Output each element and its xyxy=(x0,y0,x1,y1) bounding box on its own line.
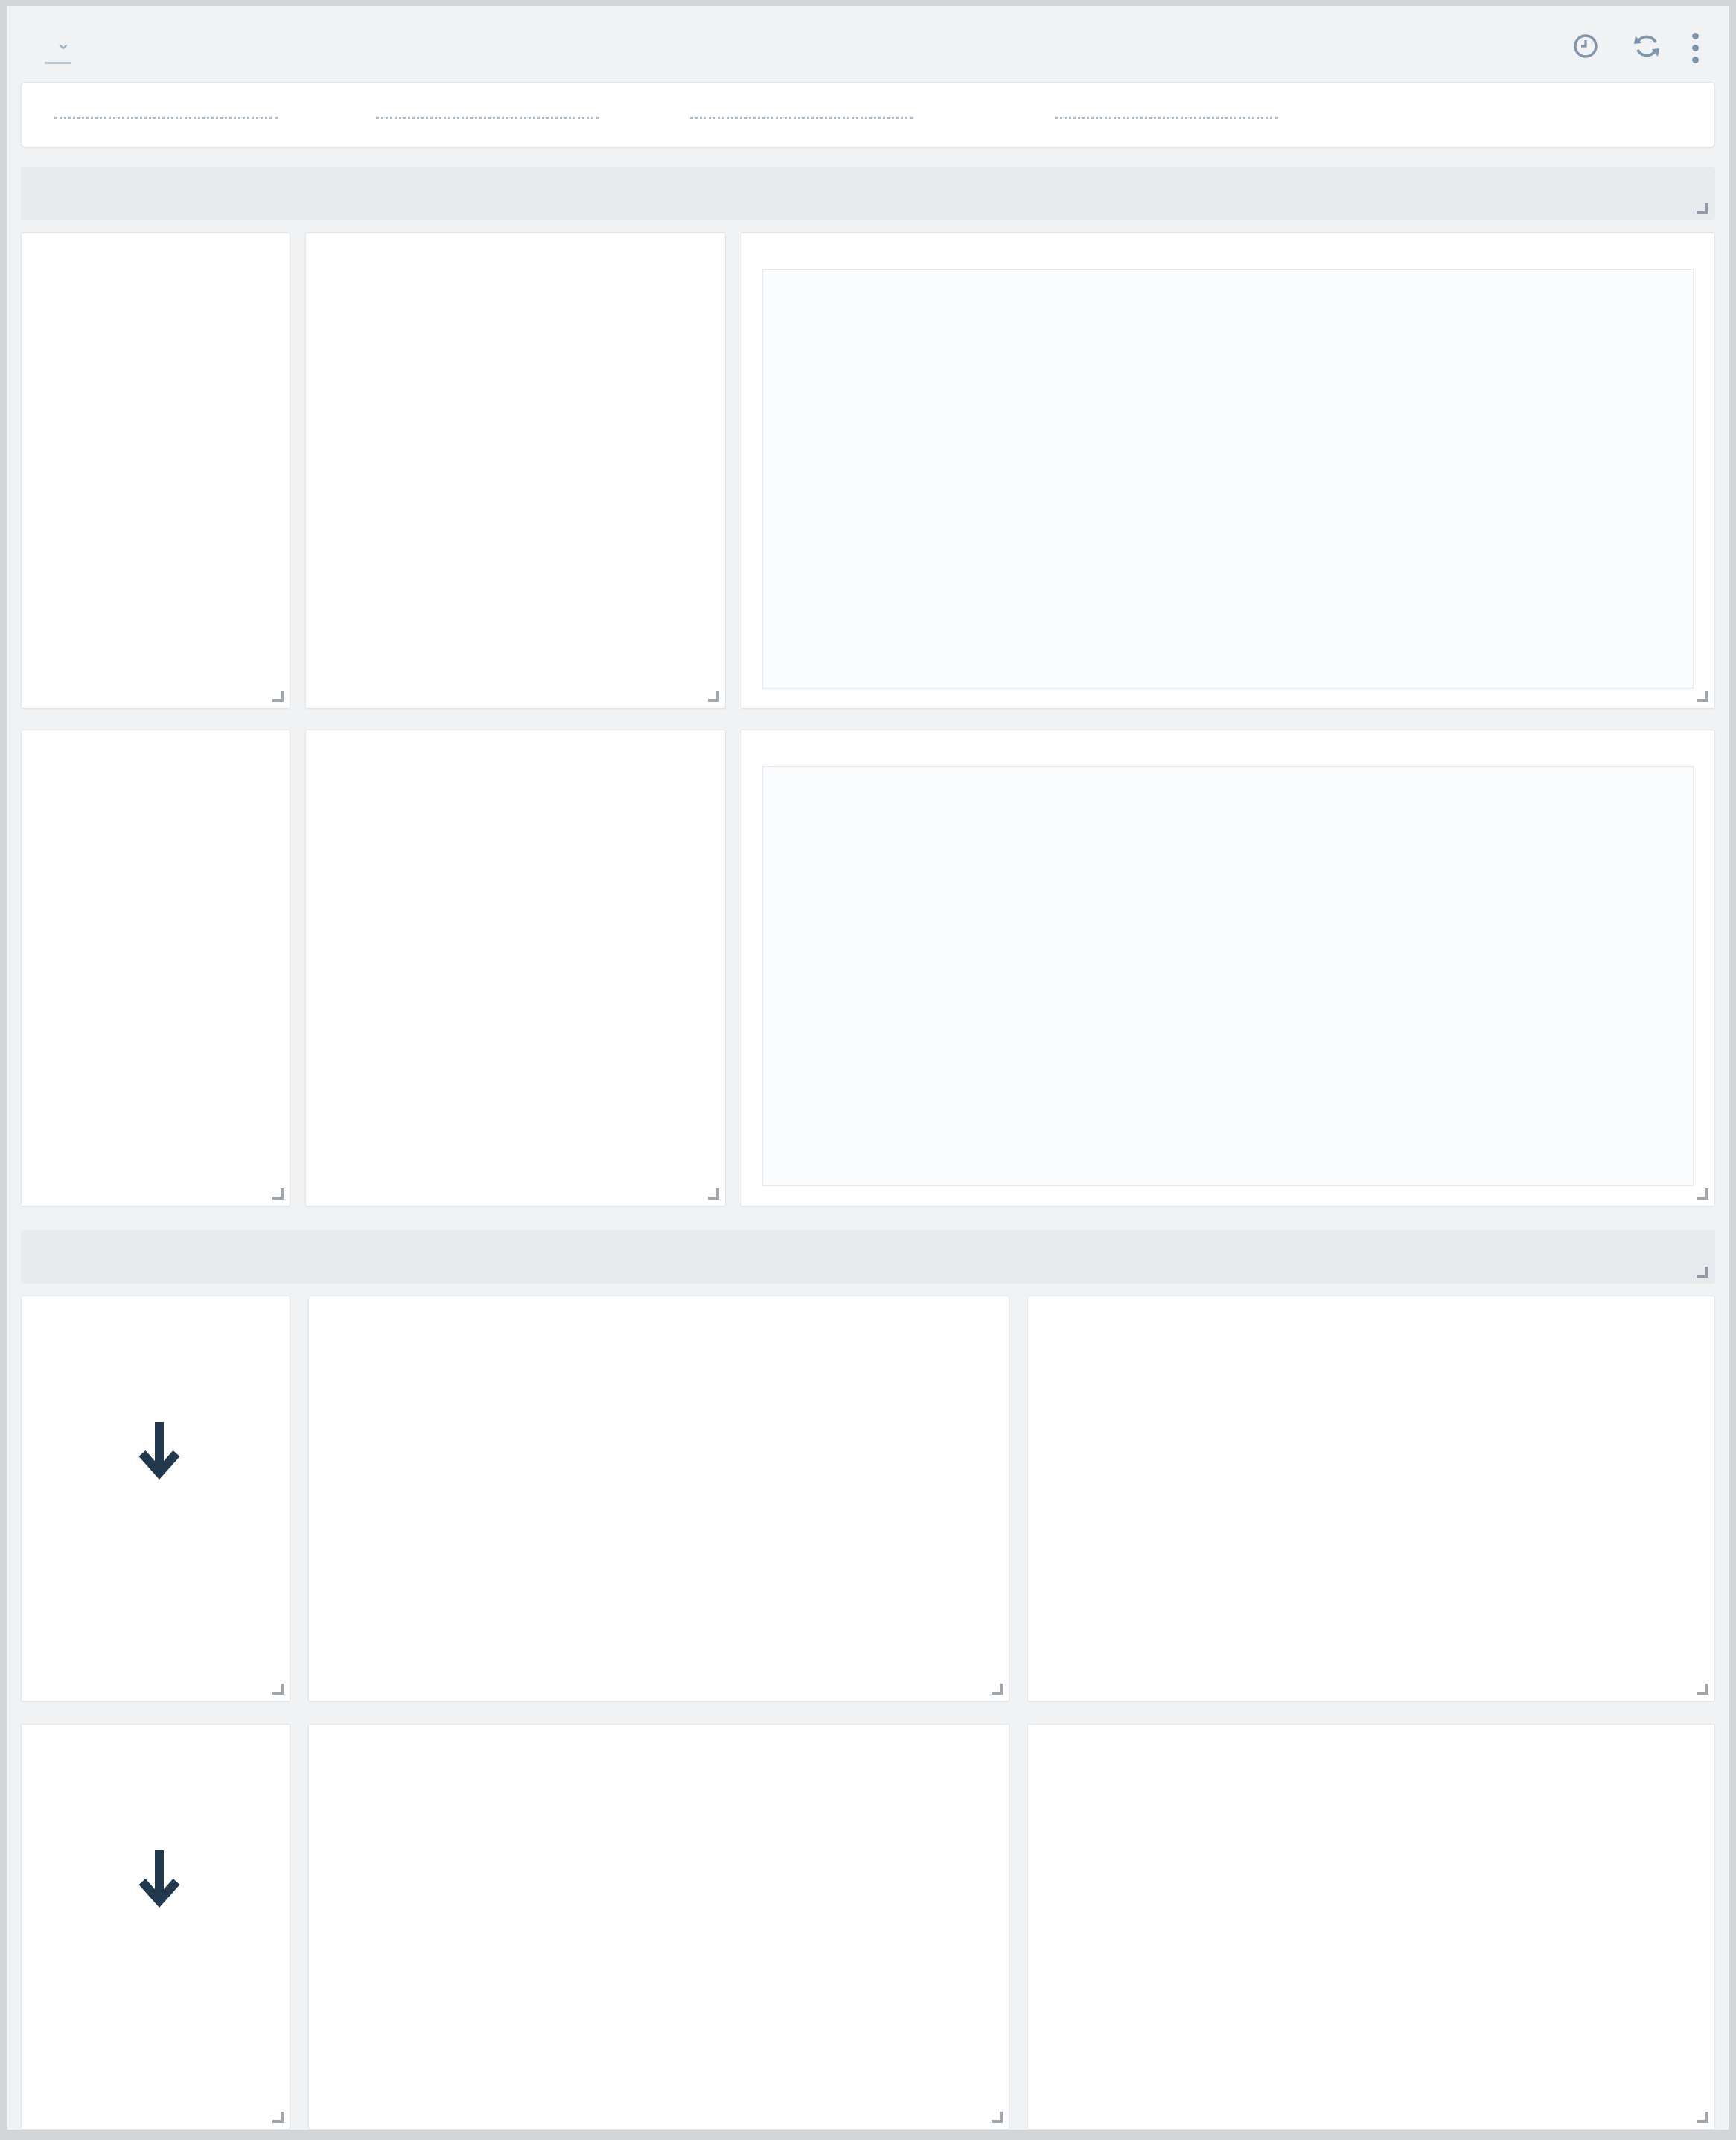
panel-dead-letter-errors-trend xyxy=(1027,1296,1715,1701)
filter-value[interactable] xyxy=(54,110,278,119)
panel-top-warning-messages xyxy=(741,730,1715,1206)
chart-legend[interactable] xyxy=(330,2102,988,2109)
resize-handle[interactable] xyxy=(1697,203,1708,214)
resize-handle[interactable] xyxy=(272,1188,284,1200)
filter-bar xyxy=(21,82,1715,147)
panel-errors-trend xyxy=(308,1296,1009,1701)
resize-handle[interactable] xyxy=(272,691,284,702)
filter-value[interactable] xyxy=(1055,110,1278,119)
panel-throttling-trend xyxy=(308,1724,1009,2130)
filter-value[interactable] xyxy=(690,110,913,119)
chart-legend[interactable] xyxy=(1049,2102,1694,2109)
dead-letter-errors-trend-chart[interactable] xyxy=(1049,1320,1694,1674)
errors-trend-chart[interactable] xyxy=(330,1320,988,1674)
resize-handle[interactable] xyxy=(272,1684,284,1695)
panel-warning-count xyxy=(21,730,290,1206)
resize-handle[interactable] xyxy=(708,691,719,702)
panel-top-error-messages xyxy=(741,232,1715,709)
panel-warning-breakdown xyxy=(305,730,726,1206)
filter-namespace xyxy=(680,110,1044,119)
resize-handle[interactable] xyxy=(1697,691,1708,702)
errors-sparkline xyxy=(50,1592,269,1674)
filter-region xyxy=(366,110,680,119)
panel-iterator-age-trend xyxy=(1027,1724,1715,2130)
chart-legend[interactable] xyxy=(1049,1674,1694,1681)
resize-handle[interactable] xyxy=(992,2112,1003,2123)
filter-value[interactable] xyxy=(376,110,599,119)
resize-handle[interactable] xyxy=(1697,1267,1708,1278)
resize-handle[interactable] xyxy=(992,1684,1003,1695)
kebab-menu-icon[interactable] xyxy=(1686,30,1705,66)
warning-breakdown-donut-chart[interactable] xyxy=(327,753,704,1186)
error-breakdown-donut-chart[interactable] xyxy=(327,255,704,689)
chevron-down-icon: ⌄ xyxy=(55,31,71,54)
top-error-messages-table xyxy=(762,269,1694,689)
panel-invocation-throttles xyxy=(21,1724,290,2130)
filter-account xyxy=(44,110,366,119)
resize-handle[interactable] xyxy=(1697,2112,1708,2123)
chart-legend[interactable] xyxy=(330,1674,988,1681)
trend-down-arrow-icon xyxy=(135,1413,184,1488)
trend-down-arrow-icon xyxy=(135,1841,184,1917)
resize-handle[interactable] xyxy=(272,2112,284,2123)
clock-icon[interactable] xyxy=(1573,34,1598,63)
iterator-age-trend-chart[interactable] xyxy=(1049,1748,1694,2102)
throttling-trend-chart[interactable] xyxy=(330,1748,988,2102)
top-actions xyxy=(1573,30,1705,66)
section-header-lambda-performance xyxy=(21,1230,1715,1284)
top-bar xyxy=(21,13,1715,82)
resize-handle[interactable] xyxy=(1697,1684,1708,1695)
section-header-lambda-events xyxy=(21,167,1715,220)
throttles-sparkline xyxy=(50,2020,269,2102)
dashboard-page xyxy=(7,6,1729,2130)
dashboard-title-dropdown[interactable] xyxy=(45,31,71,64)
resize-handle[interactable] xyxy=(1697,1188,1708,1200)
refresh-icon[interactable] xyxy=(1633,33,1661,63)
top-warning-messages-table xyxy=(762,766,1694,1186)
panel-error-breakdown xyxy=(305,232,726,709)
filter-entity xyxy=(1044,110,1278,119)
panel-errors-total xyxy=(21,1296,290,1701)
resize-handle[interactable] xyxy=(708,1188,719,1200)
panel-error-count xyxy=(21,232,290,709)
